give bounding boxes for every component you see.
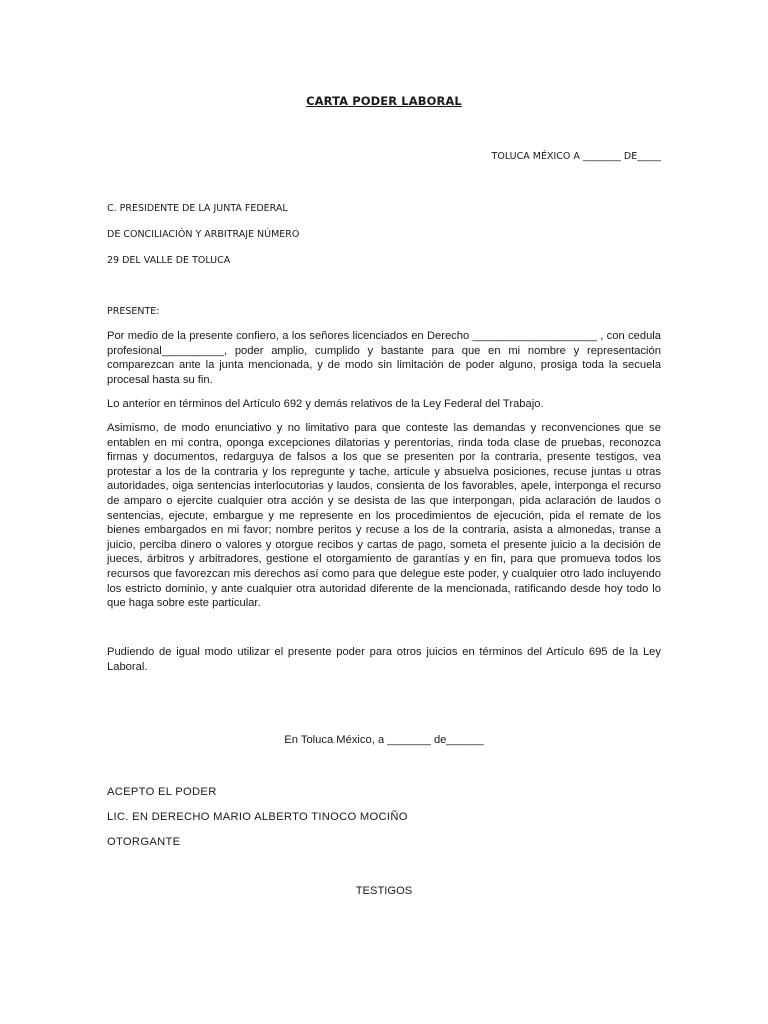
- paragraph-power-grant: Por medio de la presente confiero, a los señores licenciados en Derecho ____________________ , con cedula profesional__________, poder amplio, cumplido y bastante para que en mi nombre y representación comparezcan ante la junta mencionada, y de modo sin limitación de poder alguno, prosiga toda la secuela procesal hasta su fin.: [107, 330, 661, 386]
- signature-grantor: OTORGANTE: [107, 836, 181, 848]
- witnesses-heading: TESTIGOS: [355, 885, 413, 897]
- document-title: CARTA PODER LABORAL: [306, 94, 462, 108]
- closing-date: En Toluca México, a _______ de______: [284, 734, 484, 746]
- paragraph-powers-list: Asimismo, de modo enunciativo y no limitativo para que conteste las demandas y reconvenciones que se entablen en mi contra, oponga excepciones dilatorias y perentorias, rinda toda clase de pruebas, reconozca firmas y documentos, redarguya de falsos a los que se presenten por la contraria, presente testigos, vea protestar a los de la contraria y los repregunte y tache, articule y absuelva posiciones, recuse juntas u otras autoridades, oiga sentencias interlocutorias y laudos, consienta de los favorables, apele, interponga el recurso de amparo o ejercite cualquier otra acción y se desista de las que interpongan, pida aclaración de laudos o sentencias, ejecute, embargue y me represente en los procedimientos de ejecución, pida el remate de los bienes embargados en mi favor; nombre peritos y recuse a los de la contraria, asista a almonedas, transe a juicio, perciba dinero o valores y otorgue recibos y cartas de pago, someta el presente juicio a la decisión de jueces, árbitros y arbitradores, gestione el otorgamiento de garantías y en fin, para que promueva todos los recursos que favorezcan mis derechos así como para que delegue este poder, y cualquier otro lado incluyendo los estricto dominio, y ante cualquier otra autoridad diferente de la mencionada, ratificando desde hoy todo lo que haga sobre este particular.: [107, 422, 661, 610]
- signature-lawyer-name: LIC. EN DERECHO MARIO ALBERTO TINOCO MOCIÑO: [107, 811, 408, 823]
- paragraph-legal-basis: Lo anterior en términos del Artículo 692 y demás relativos de la Ley Federal del Trabajo.: [107, 398, 544, 410]
- addressee-line-2: DE CONCILIACIÓN Y ARBITRAJE NÚMERO: [107, 229, 300, 240]
- addressee-line-3: 29 DEL VALLE DE TOLUCA: [107, 255, 231, 266]
- salutation: PRESENTE:: [107, 306, 160, 317]
- paragraph-other-trials: Pudiendo de igual modo utilizar el presente poder para otros juicios en términos del Artículo 695 de la Ley Laboral.: [107, 646, 661, 673]
- signature-accept: ACEPTO EL PODER: [107, 786, 217, 798]
- dateline: TOLUCA MÉXICO A ________ DE_____: [491, 151, 661, 162]
- addressee-line-1: C. PRESIDENTE DE LA JUNTA FEDERAL: [107, 203, 288, 214]
